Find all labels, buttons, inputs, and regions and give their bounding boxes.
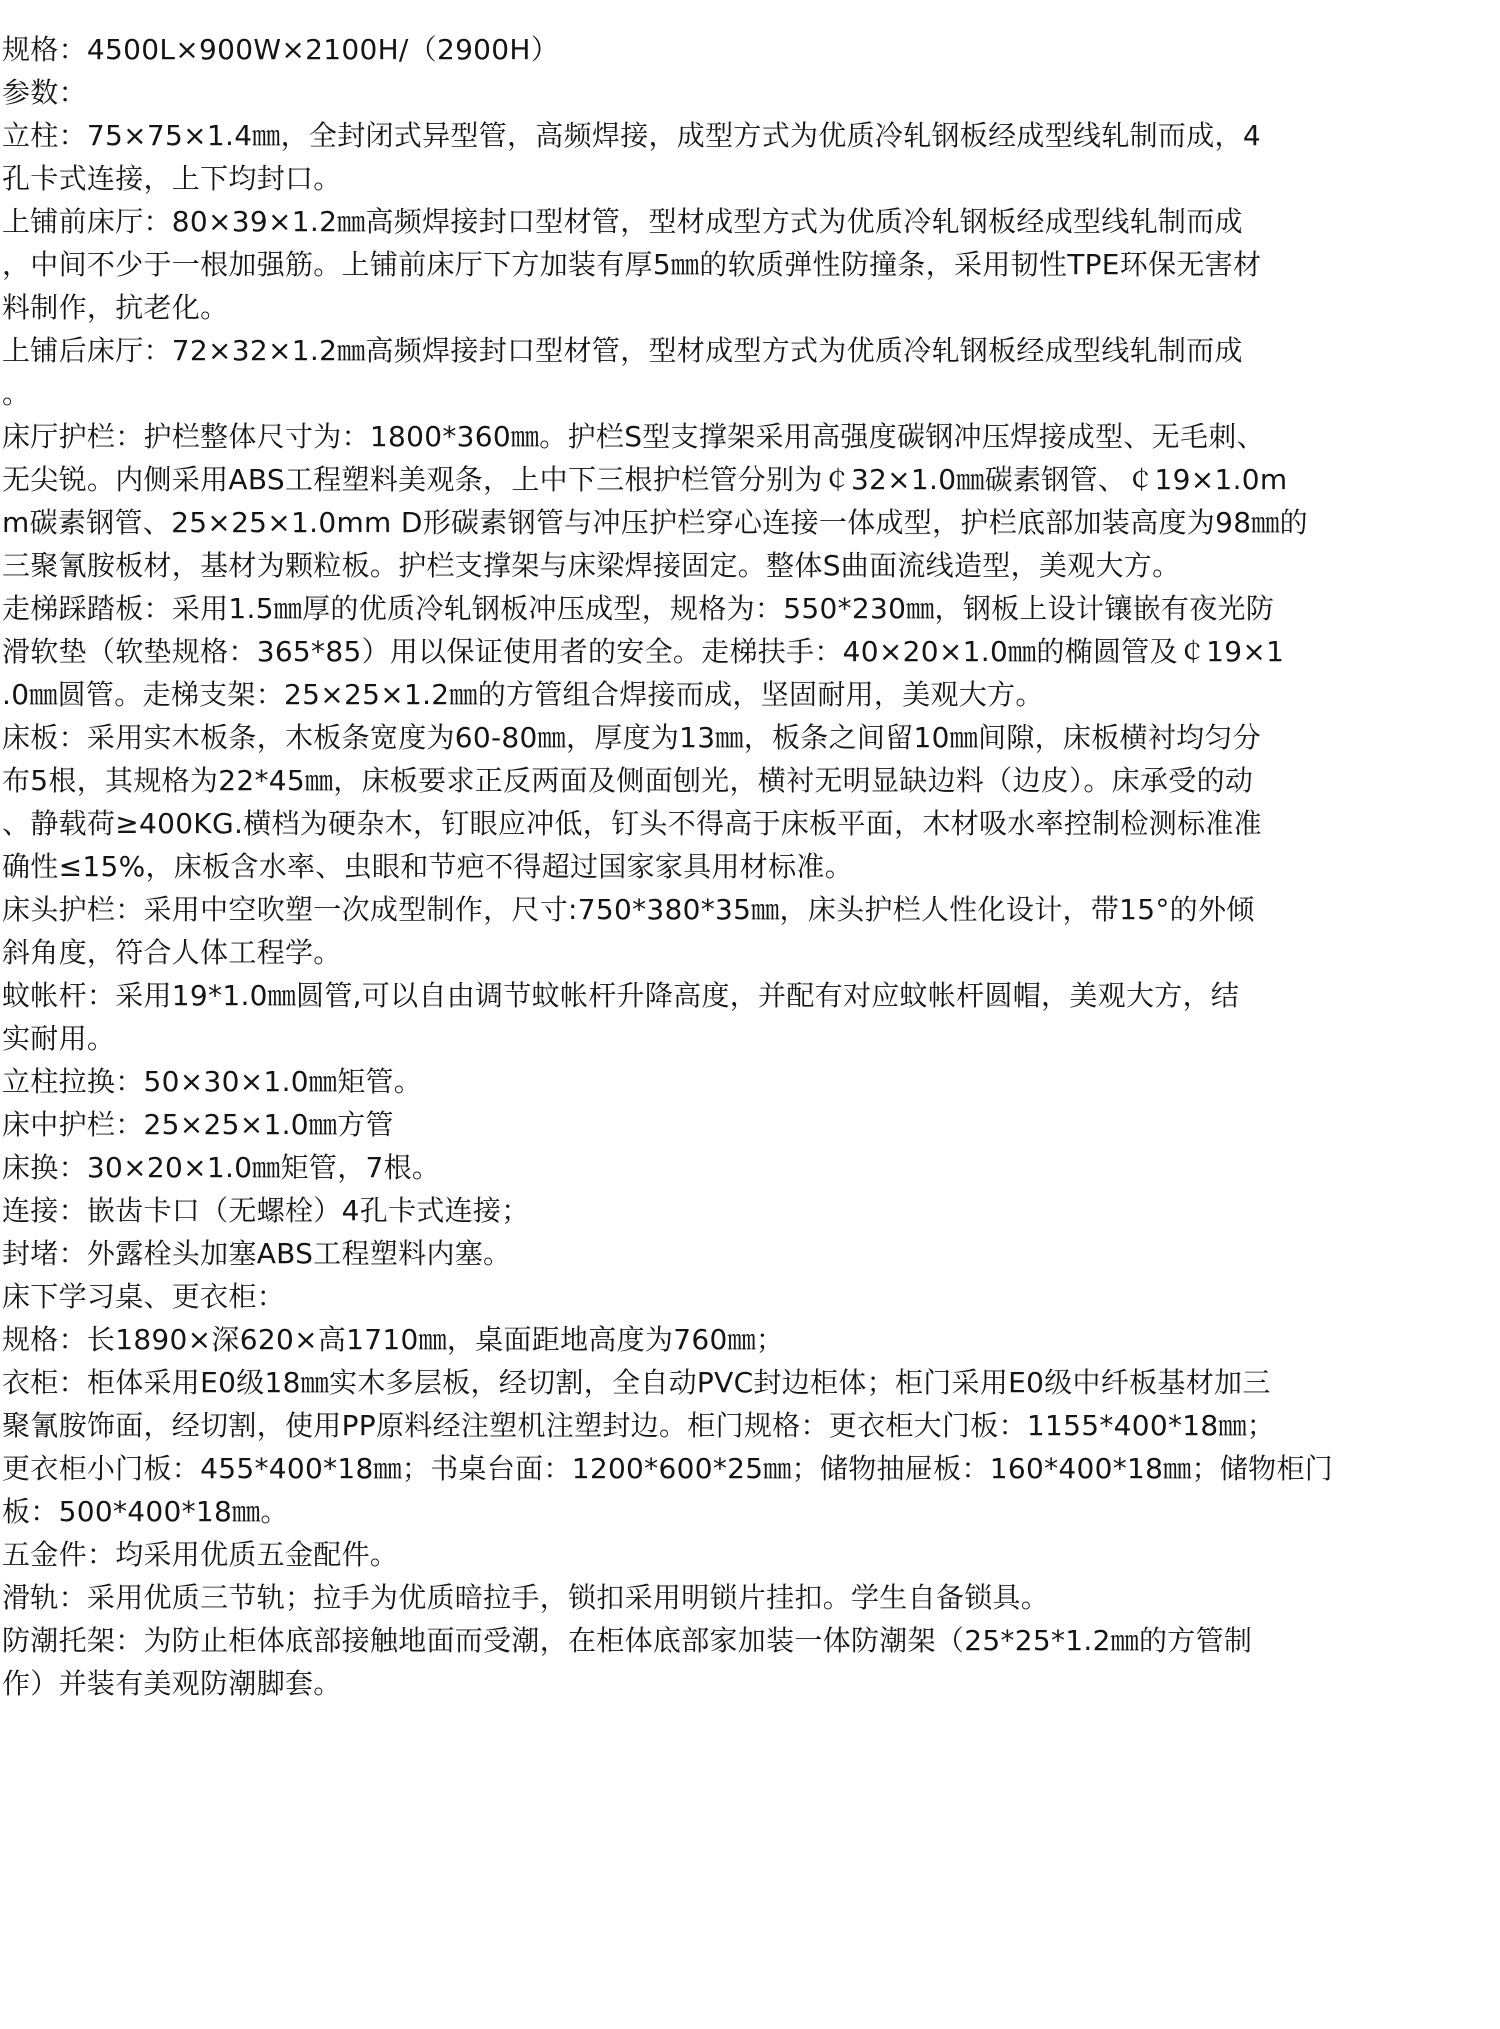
spec-line: 上铺前床厅：80×39×1.2㎜高频焊接封口型材管，型材成型方式为优质冷轧钢板经成型线轧制而成: [2, 205, 1243, 238]
spec-line: 床换：30×20×1.0㎜矩管，7根。: [2, 1151, 441, 1184]
spec-line: 床板：采用实木板条，木板条宽度为60-80㎜，厚度为13㎜，板条之间留10㎜间隙，床板横衬均匀分: [2, 721, 1262, 754]
spec-line: 规格：4500L×900W×2100H/（2900H）: [2, 33, 560, 66]
spec-line: 床中护栏：25×25×1.0㎜方管: [2, 1108, 394, 1141]
spec-line: 封堵：外露栓头加塞ABS工程塑料内塞。: [2, 1237, 512, 1270]
spec-line: 规格：长1890×深620×高1710㎜，桌面距地高度为760㎜；: [2, 1323, 785, 1356]
spec-line: 作）并装有美观防潮脚套。: [2, 1667, 342, 1700]
spec-line: 实耐用。: [2, 1022, 116, 1055]
spec-line: 、静载荷≥400KG.横档为硬杂木，钉眼应冲低，钉头不得高于床板平面，木材吸水率控制检测标准准: [2, 807, 1262, 840]
spec-line: 立柱拉换：50×30×1.0㎜矩管。: [2, 1065, 423, 1098]
spec-line: m碳素钢管、25×25×1.0mm D形碳素钢管与冲压护栏穿心连接一体成型，护栏底部加装高度为98㎜的: [2, 506, 1308, 539]
spec-line: 立柱：75×75×1.4㎜，全封闭式异型管，高频焊接，成型方式为优质冷轧钢板经成型线轧制而成，4: [2, 119, 1261, 152]
spec-line: 布5根，其规格为22*45㎜，床板要求正反两面及侧面刨光，横衬无明显缺边料（边皮）。床承受的动: [2, 764, 1254, 797]
spec-line: 料制作，抗老化。: [2, 291, 229, 324]
spec-line: 孔卡式连接，上下均封口。: [2, 162, 342, 195]
spec-line: .0㎜圆管。走梯支架：25×25×1.2㎜的方管组合焊接而成，坚固耐用，美观大方。: [2, 678, 1044, 711]
spec-line: 参数：: [2, 76, 87, 109]
spec-line: 更衣柜小门板：455*400*18㎜；书桌台面：1200*600*25㎜；储物抽屉板：160*400*18㎜；储物柜门: [2, 1452, 1334, 1485]
spec-document: [0, 28, 1500, 1705]
spec-line: 五金件：均采用优质五金配件。: [2, 1538, 399, 1571]
spec-line: 斜角度，符合人体工程学。: [2, 936, 342, 969]
spec-line: 滑轨：采用优质三节轨；拉手为优质暗拉手，锁扣采用明锁片挂扣。学生自备锁具。: [2, 1581, 1050, 1614]
spec-line: 聚氰胺饰面，经切割，使用PP原料经注塑机注塑封边。柜门规格：更衣柜大门板：1155*400*18㎜；: [2, 1409, 1276, 1442]
spec-line: 连接：嵌齿卡口（无螺栓）4孔卡式连接；: [2, 1194, 530, 1227]
spec-line: 确性≤15%，床板含水率、虫眼和节疤不得超过国家家具用材标准。: [2, 850, 853, 883]
spec-line: 。: [2, 377, 31, 410]
spec-line: 防潮托架：为防止柜体底部接触地面而受潮，在柜体底部家加装一体防潮架（25*25*1.2㎜的方管制: [2, 1624, 1253, 1657]
spec-line: 走梯踩踏板：采用1.5㎜厚的优质冷轧钢板冲压成型，规格为：550*230㎜，钢板上设计镶嵌有夜光防: [2, 592, 1275, 625]
spec-line: 无尖锐。内侧采用ABS工程塑料美观条，上中下三根护栏管分别为￠32×1.0㎜碳素钢管、￠19×1.0m: [2, 463, 1288, 496]
spec-line: 滑软垫（软垫规格：365*85）用以保证使用者的安全。走梯扶手：40×20×1.0㎜的椭圆管及￠19×1: [2, 635, 1285, 668]
spec-line: 床厅护栏：护栏整体尺寸为：1800*360㎜。护栏S型支撑架采用高强度碳钢冲压焊接成型、无毛刺、: [2, 420, 1265, 453]
spec-line: 板：500*400*18㎜。: [2, 1495, 289, 1528]
spec-line: 床头护栏：采用中空吹塑一次成型制作，尺寸:750*380*35㎜，床头护栏人性化设计，带15°的外倾: [2, 893, 1255, 926]
spec-line: 蚊帐杆：采用19*1.0㎜圆管,可以自由调节蚊帐杆升降高度，并配有对应蚊帐杆圆帽，美观大方，结: [2, 979, 1240, 1012]
spec-line: 三聚氰胺板材，基材为颗粒板。护栏支撑架与床梁焊接固定。整体S曲面流线造型，美观大方。: [2, 549, 1181, 582]
spec-line: 床下学习桌、更衣柜：: [2, 1280, 286, 1313]
spec-line: 衣柜：柜体采用E0级18㎜实木多层板，经切割，全自动PVC封边柜体；柜门采用E0级中纤板基材加三: [2, 1366, 1271, 1399]
spec-line: 上铺后床厅：72×32×1.2㎜高频焊接封口型材管，型材成型方式为优质冷轧钢板经成型线轧制而成: [2, 334, 1243, 367]
spec-line: ，中间不少于一根加强筋。上铺前床厅下方加装有厚5㎜的软质弹性防撞条，采用韧性TPE环保无害材: [2, 248, 1262, 281]
